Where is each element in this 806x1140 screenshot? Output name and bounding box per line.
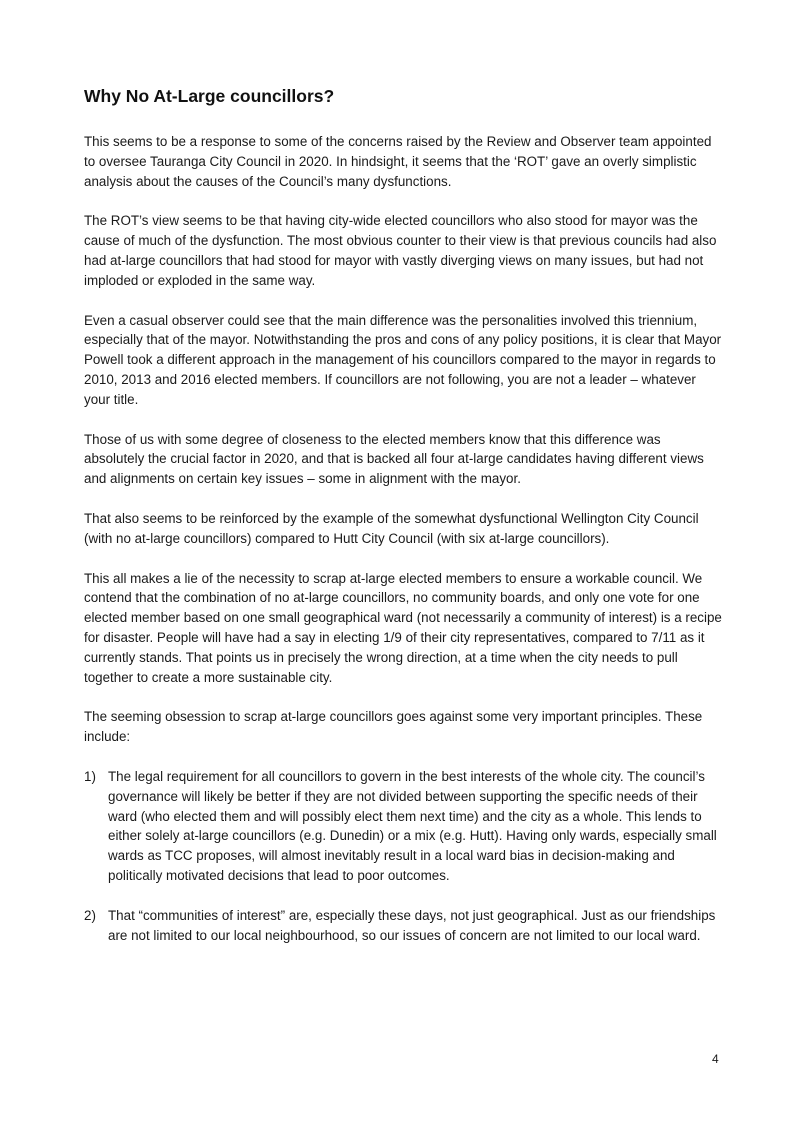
list-item-number: 2): [84, 907, 96, 923]
paragraph: This seems to be a response to some of the concerns raised by the Review and Observer team appointed to oversee Tauranga City Council in 2020. In hindsight, it seems that the ‘ROT’ gave an overly simplistic analysis about the causes of the Council’s many dysfunctions.: [84, 134, 712, 189]
list-item-text: That “communities of interest” are, especially these days, not just geographical. Just as our friendships are not limited to our local neighbourhood, so our issues of concern are not limited to our local ward.: [108, 907, 716, 943]
list-item-number: 1): [84, 768, 96, 784]
page-number: 4: [712, 1052, 719, 1066]
paragraph: This all makes a lie of the necessity to scrap at-large elected members to ensure a workable council. We contend that the combination of no at-large councillors, no community boards, and only one vote for one elected member based on one small geographical ward (not necessarily a community of interest) is a recipe for disaster. People will have had a say in electing 1/9 of their city representatives, compared to 7/11 as it currently stands. That points us in precisely the wrong direction, at a time when the city needs to pull together to create a more sustainable city.: [84, 570, 722, 685]
list-item-text: The legal requirement for all councillors to govern in the best interests of the whole city. The council’s governance will likely be better if they are not divided between supporting the specific needs of their ward (who elected them and will possibly elect them next time) and the city as a whole. This lends to either solely at-large councillors (e.g. Dunedin) or a mix (e.g. Hutt). Having only wards, especially small wards as TCC proposes, will almost inevitably result in a local ward bias in decision-making and politically motivated decisions that lead to poor outcomes.: [108, 768, 717, 883]
paragraph: Those of us with some degree of closeness to the elected members know that this difference was absolutely the crucial factor in 2020, and that is backed all four at-large candidates having different views and alignments on certain key issues – some in alignment with the mayor.: [84, 431, 704, 487]
section-heading: Why No At-Large councillors?: [84, 86, 335, 106]
list-item: [84, 906, 724, 946]
paragraph: The seeming obsession to scrap at-large councillors goes against some very important principles. These include:: [84, 709, 703, 745]
paragraph: Even a casual observer could see that the main difference was the personalities involved this triennium, especially that of the mayor. Notwithstanding the pros and cons of any policy positions, it is clear that Mayor Powell took a different approach in the management of his councillors compared to the mayor in regards to 2010, 2013 and 2016 elected members. If councillors are not following, you are not a leader – whatever your title.: [84, 312, 722, 407]
paragraph: The ROT’s view seems to be that having city-wide elected councillors who also stood for mayor was the cause of much of the dysfunction. The most obvious counter to their view is that previous councils had also had at-large councillors that had stood for mayor with vastly diverging views on many issues, but had not imploded or exploded in the same way.: [84, 213, 717, 288]
list-item: [84, 767, 724, 886]
document-page: [84, 84, 724, 965]
paragraph: That also seems to be reinforced by the example of the somewhat dysfunctional Wellington City Council (with no at-large councillors) compared to Hutt City Council (with six at-large councillors).: [84, 510, 699, 546]
principles-list: [84, 767, 724, 945]
